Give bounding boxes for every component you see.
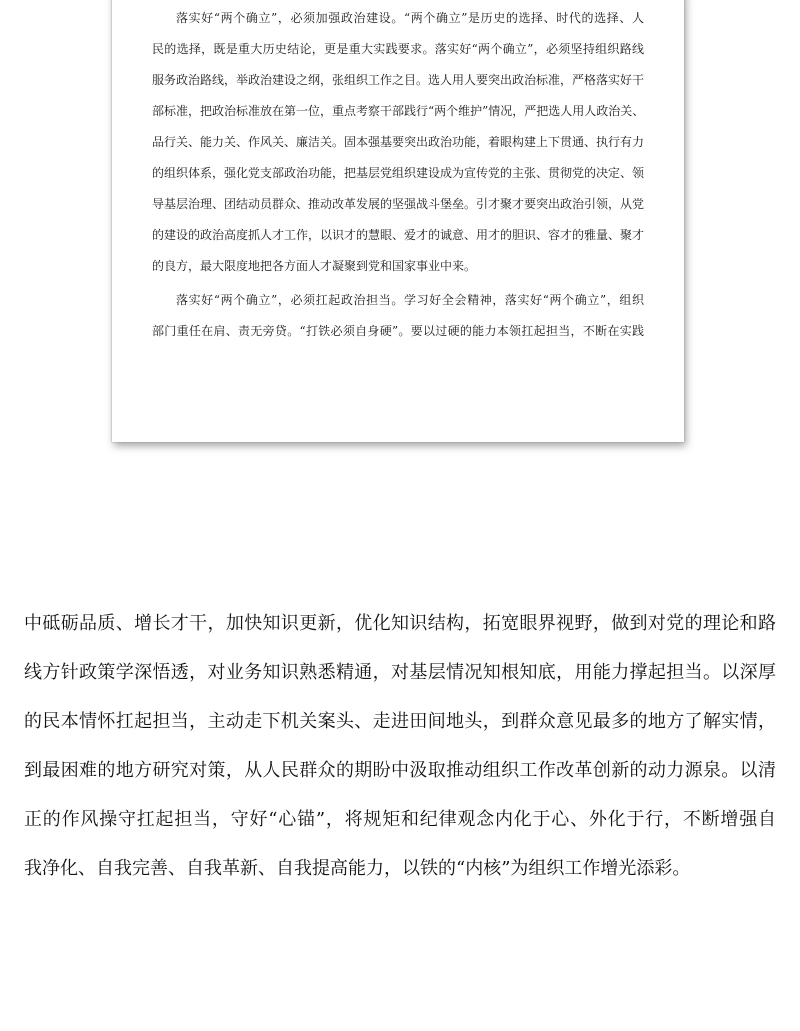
text-line: 民的选择，既是重大历史结论，更是重大实践要求。落实好“两个确立”，必须坚持组织路线 — [152, 42, 644, 56]
text-line: 到最困难的地方研究对策，从人民群众的期盼中汲取推动组织工作改革创新的动力源泉。以清 — [24, 760, 776, 781]
continuation-text — [24, 599, 776, 893]
text-line: 的良方，最大限度地把各方面人才凝聚到党和国家事业中来。 — [152, 259, 477, 273]
text-line: 服务政治路线，举政治建设之纲，张组织工作之目。选人用人要突出政治标准，严格落实好干 — [152, 73, 645, 87]
text-line: 落实好“两个确立”，必须加强政治建设。“两个确立”是历史的选择、时代的选择、人 — [176, 11, 644, 25]
text-line: 落实好“两个确立”，必须扛起政治担当。学习好全会精神，落实好“两个确立”，组织 — [176, 293, 644, 307]
text-line: 的民本情怀扛起担当，主动走下机关案头、走进田间地头，到群众意见最多的地方了解实情， — [24, 711, 776, 732]
text-line: 的建设的政治高度抓人才工作，以识才的慧眼、爱才的诚意、用才的胆识、容才的雅量、聚才 — [152, 228, 645, 242]
text-line: 导基层治理、团结动员群众、推动改革发展的坚强战斗堡垒。引才聚才要突出政治引领，从党 — [152, 197, 645, 211]
text-line: 品行关、能力关、作风关、廉洁关。固本强基要突出政治功能，着眼构建上下贯通、执行有力 — [152, 135, 645, 149]
text-line: 我净化、自我完善、自我革新、自我提高能力，以铁的“内核”为组织工作增光添彩。 — [24, 858, 691, 879]
paragraph — [152, 285, 644, 347]
text-line: 部门重任在肩、责无旁贷。“打铁必须自身硬”。要以过硬的能力本领扛起担当，不断在实践 — [152, 324, 644, 338]
text-line: 的组织体系，强化党支部政治功能，把基层党组织建设成为宣传党的主张、贯彻党的决定、领 — [152, 166, 645, 180]
preview-area — [0, 0, 800, 470]
text-line: 中砥砺品质、增长才干，加快知识更新，优化知识结构，拓宽眼界视野，做到对党的理论和路 — [24, 613, 776, 634]
document-page-preview — [112, 0, 684, 442]
page-text — [152, 3, 644, 347]
text-line: 正的作风操守扛起担当，守好“心锚”，将规矩和纪律观念内化于心、外化于行，不断增强自 — [24, 809, 776, 830]
text-line: 线方针政策学深悟透，对业务知识熟悉精通，对基层情况知根知底，用能力撑起担当。以深厚 — [24, 662, 776, 683]
paragraph — [152, 3, 644, 282]
text-line: 部标准，把政治标准放在第一位，重点考察干部践行“两个维护”情况，严把选人用人政治关、 — [152, 104, 645, 118]
